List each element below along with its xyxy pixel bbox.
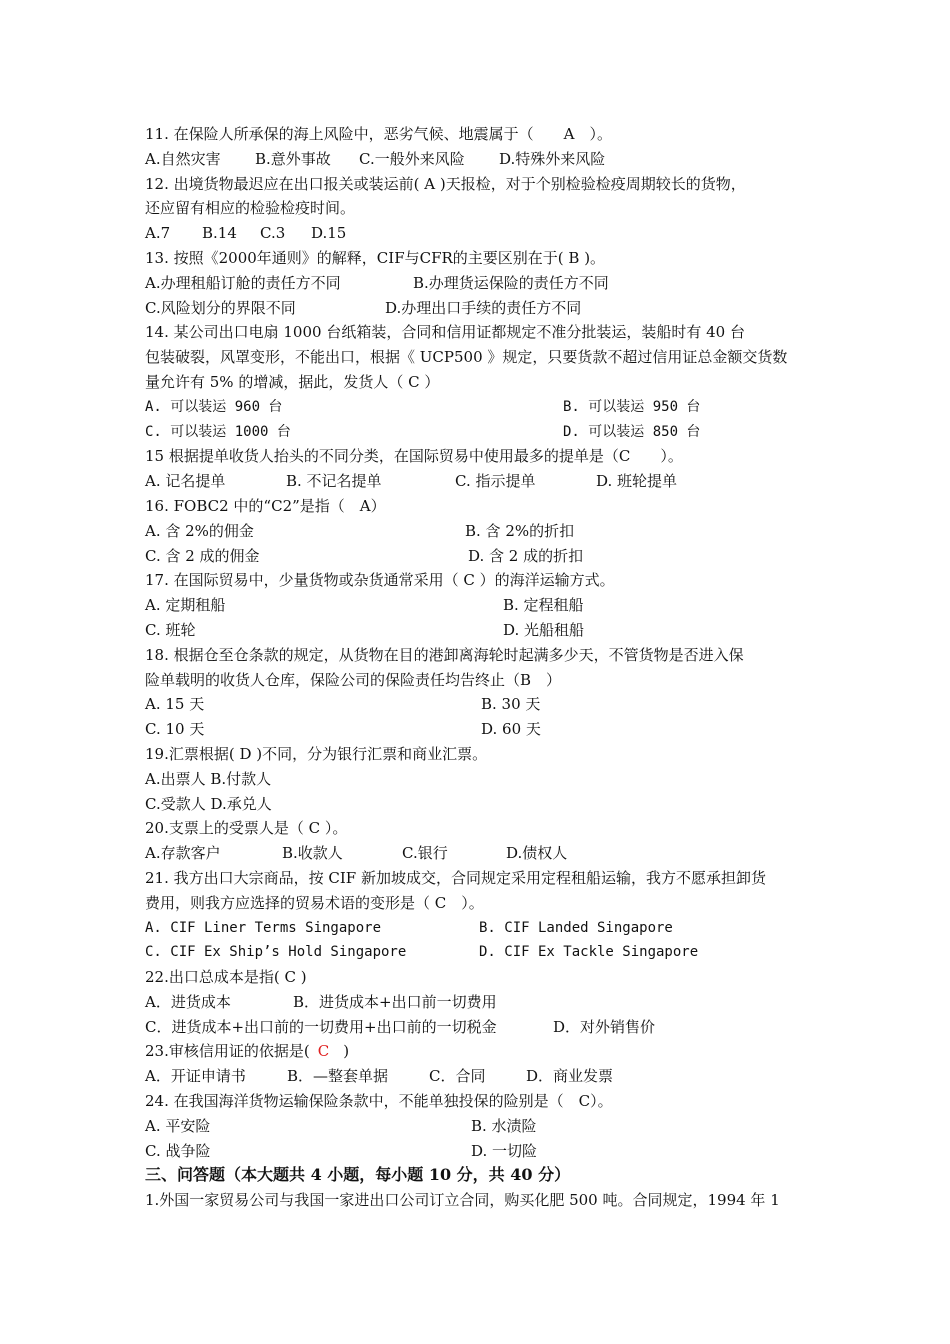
option-a: A.存款客户 [145,844,221,863]
option-c: C.银行 [402,844,448,863]
option-b: B.意外事故 [255,149,331,168]
question-14-stem-line-2: 包装破裂，风罩变形，不能出口，根据《 UCP500 》规定，只要货款不超过信用证总金额交货数 [145,348,788,367]
question-16-options-row-2 [145,544,810,569]
question-18-stem-line-1: 18. 根据仓至仓条款的规定，从货物在目的港卸离海轮时起满多少天，不管货物是否进入保 [145,645,744,664]
option-d: D．对外销售价 [553,1017,656,1036]
question-24-stem: 24. 在我国海洋货物运输保险条款中，不能单独投保的险别是（ C）。 [145,1092,613,1111]
option-d: D.15 [311,224,347,243]
question-20-options [145,841,810,866]
option-c: C.一般外来风险 [359,149,465,168]
option-c: C.风险划分的界限不同 [145,298,296,317]
question-14-stem-line-3: 量允许有 5% 的增减，据此，发货人（ C ） [145,372,440,391]
question-18-stem-line-2: 险单载明的收货人仓库，保险公司的保险责任均告终止（B ） [145,670,562,689]
option-d: D. 班轮提单 [596,472,678,491]
question-22-stem: 22.出口总成本是指( C ) [145,968,307,987]
option-b: B. 30 天 [481,695,541,714]
question-13-stem: 13. 按照《2000年通则》的解释，CIF与CFR的主要区别在于( B )。 [145,248,606,267]
question-16-options-row-1 [145,519,810,544]
question-12-stem-line-2: 还应留有相应的检验检疫时间。 [145,199,356,218]
option-d: D. 一切险 [471,1141,538,1160]
option-b: B．—整套单据 [287,1067,389,1086]
option-d: D．商业发票 [526,1067,614,1086]
question-18-options-row-1 [145,692,810,717]
question-22-options-row-2 [145,1015,810,1040]
option-b: B. 可以装运 950 台 [563,398,701,415]
option-b: B. CIF Landed Singapore [479,919,673,936]
option-d: D.特殊外来风险 [499,149,606,168]
option-a: A.7 [145,224,171,243]
question-23-stem-start: 23.审核信用证的依据是( [145,1042,310,1061]
option-a: A. 定期租船 [145,596,226,615]
question-17-options-row-2 [145,618,810,643]
question-17-stem: 17. 在国际贸易中，少量货物或杂货通常采用（ C ）的海洋运输方式。 [145,571,615,590]
question-21-options-row-1 [145,916,810,941]
question-19-stem: 19.汇票根据( D )不同，分为银行汇票和商业汇票。 [145,744,488,763]
question-19-options-row-2: C.受款人 D.承兑人 [145,794,272,813]
option-b: B.收款人 [282,844,343,863]
question-23-answer: C [317,1042,330,1061]
document-content [145,122,810,1213]
option-a: A. 平安险 [145,1116,211,1135]
question-16-stem: 16. FOBC2 中的“C2”是指（ A） [145,496,386,515]
option-a: A. 可以装运 960 台 [145,398,283,415]
question-24-options-row-2 [145,1139,810,1164]
option-c: C. 指示提单 [455,472,536,491]
option-d: D.债权人 [506,844,568,863]
question-21-stem-line-2: 费用，则我方应选择的贸易术语的变形是（ C ）。 [145,893,484,912]
question-14-stem-line-1: 14. 某公司出口电扇 1000 台纸箱装，合同和信用证都规定不准分批装运，装船时有 40 台 [145,323,745,342]
option-d: D.办理出口手续的责任方不同 [385,298,582,317]
option-b: B. 定程租船 [503,596,584,615]
option-b: B.14 [202,224,237,243]
option-d: D. CIF Ex Tackle Singapore [479,944,699,961]
question-13-options-row-2 [145,296,810,321]
option-a: A.办理租船订舱的责任方不同 [145,273,341,292]
option-d: D. 含 2 成的折扣 [468,546,584,565]
question-14-options-row-2 [145,420,810,445]
question-23-stem-end: ) [343,1042,350,1061]
question-23-options [145,1064,810,1089]
question-19-options-row-1: A.出票人 B.付款人 [145,769,272,788]
option-c: C. 班轮 [145,620,196,639]
option-a: A. CIF Liner Terms Singapore [145,919,382,936]
option-b: B. 不记名提单 [286,472,382,491]
question-15-options [145,469,810,494]
question-11-stem: 11. 在保险人所承保的海上风险中，恶劣气候、地震属于（ A ）。 [145,125,612,143]
option-c: C．进货成本+出口前的一切费用+出口前的一切税金 [145,1017,497,1036]
option-d: D. 60 天 [481,720,541,739]
question-23-stem [145,1039,810,1064]
option-b: B．进货成本+出口前一切费用 [293,992,497,1011]
option-c: C. 10 天 [145,720,205,739]
section-3-heading: 三、问答题（本大题共 4 小题，每小题 10 分，共 40 分） [145,1165,571,1185]
option-c: C. CIF Ex Ship’s Hold Singapore [145,944,407,961]
question-14-options-row-1 [145,395,810,420]
question-20-stem: 20.支票上的受票人是（ C ）。 [145,819,348,838]
option-a: A. 记名提单 [145,472,226,491]
question-22-options-row-1 [145,990,810,1015]
option-a: A. 含 2%的佣金 [145,521,254,540]
question-13-options-row-1 [145,271,810,296]
question-18-options-row-2 [145,717,810,742]
question-12-options [145,221,810,246]
question-17-options-row-1 [145,593,810,618]
option-a: A．开证申请书 [145,1067,246,1086]
option-c: C．合同 [429,1067,486,1086]
question-21-stem-line-1: 21. 我方出口大宗商品，按 CIF 新加坡成交，合同规定采用定程租船运输，我方不愿承担卸货 [145,868,766,887]
option-a: A.自然灾害 [145,149,221,168]
section-3-question-1: 1.外国一家贸易公司与我国一家进出口公司订立合同，购买化肥 500 吨。合同规定，1994 年 1 [145,1191,780,1210]
question-12-stem-line-1: 12. 出境货物最迟应在出口报关或装运前( A )天报检，对于个别检验检疫周期较长的货物， [145,174,746,193]
option-a: A．进货成本 [145,992,231,1011]
option-b: B.办理货运保险的责任方不同 [413,273,609,292]
option-d: D. 可以装运 850 台 [563,423,701,440]
option-c: C. 战争险 [145,1141,211,1160]
option-d: D. 光船租船 [503,620,585,639]
option-c: C. 可以装运 1000 台 [145,423,291,440]
option-a: A. 15 天 [145,695,205,714]
question-21-options-row-2 [145,940,810,965]
question-15-stem: 15 根据提单收货人抬头的不同分类，在国际贸易中使用最多的提单是（C ）。 [145,447,683,466]
question-24-options-row-1 [145,1114,810,1139]
option-c: C.3 [260,224,286,243]
option-c: C. 含 2 成的佣金 [145,546,260,565]
question-11-options [145,147,810,172]
option-b: B. 水渍险 [471,1116,537,1135]
option-b: B. 含 2%的折扣 [465,521,575,540]
